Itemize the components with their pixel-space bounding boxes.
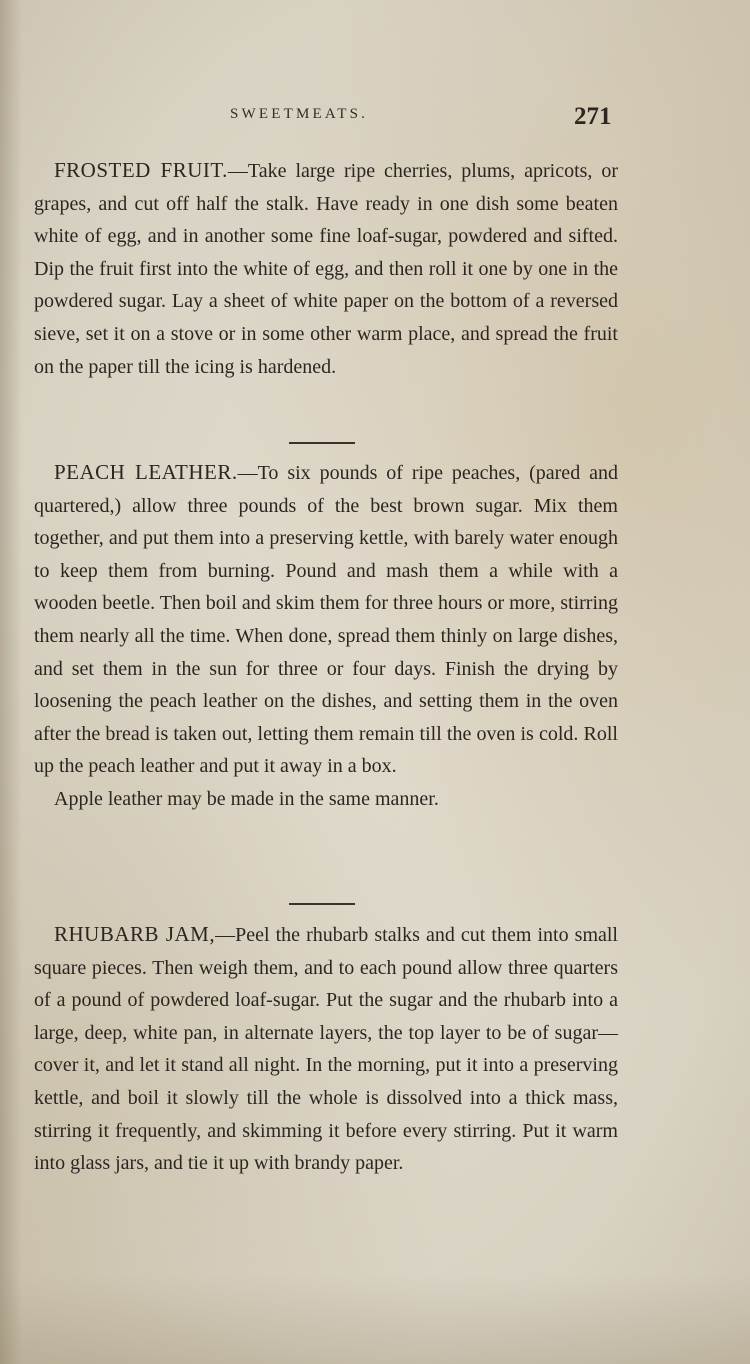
recipe-body: —Take large ripe cherries, plums, apricots, or grapes, and cut off half the stalk. Have ready in one dish some beaten white of egg, and in another some fine loaf-sugar, powdered and sifted. Dip the fruit first into the white of egg, and then roll it one by one in the powdered sugar. Lay a sheet of white paper on the bottom of a reversed sieve, set it on a stove or in some other warm place, and spread the fruit on the paper till the icing is hardened. [34,160,619,378]
recipe-paragraph [34,918,618,1180]
recipe-paragraph [34,456,618,783]
recipe-peach-leather [34,456,618,816]
recipe-title: PEACH LEATHER. [54,460,238,484]
recipe-frosted-fruit [34,154,618,383]
recipe-paragraph [34,154,618,383]
page-number: 271 [574,103,612,130]
section-divider [289,442,355,444]
page-gutter-shadow [0,0,22,1364]
recipe-title: RHUBARB JAM, [54,922,216,946]
recipe-body: —To six pounds of ripe peaches, (pared and quartered,) allow three pounds of the best brown sugar. Mix them together, and put them into a preserving kettle, with barely water enough to keep them from burning. Pound and mash them a while with a wooden beetle. Then boil and skim them for three hours or more, stirring them nearly all the time. When done, spread them thinly on large dishes, and set them in the sun for three or four days. Finish the drying by loosening the peach leather on the dishes, and setting them in the oven after the bread is taken out, letting them remain till the oven is cold. Roll up the peach leather and put it away in a box. [34,462,618,778]
recipe-note: Apple leather may be made in the same manner. [54,787,439,810]
running-head: SWEETMEATS. [230,106,369,122]
page-bottom-stain [0,1274,750,1364]
recipe-title: FROSTED FRUIT. [54,158,228,182]
recipe-body: —Peel the rhubarb stalks and cut them into small square pieces. Then weigh them, and to each pound allow three quarters of a pound of powdered loaf-sugar. Put the sugar and the rhubarb into a large, deep, white pan, in alternate layers, the top layer to be of sugar—cover it, and let it stand all night. In the morning, put it into a preserving kettle, and boil it slowly till the whole is dissolved into a thick mass, stirring it frequently, and skimming it before every stirring. Put it warm into glass jars, and tie it up with brandy paper. [34,924,618,1175]
recipe-rhubarb-jam [34,918,618,1180]
section-divider [289,903,355,905]
